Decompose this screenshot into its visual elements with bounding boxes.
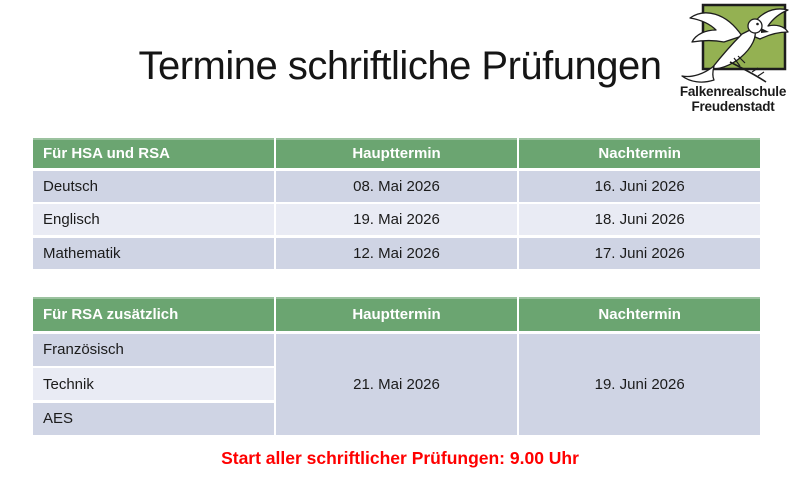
exam-table-rsa-extra [33,297,760,435]
school-name [668,84,798,114]
school-name-line2: Freudenstadt [691,99,775,114]
exam-table-hsa-rsa [33,138,760,269]
table-header-retake-date: Nachtermin [519,297,760,331]
retake-date-cell: 17. Juni 2026 [519,238,760,269]
table-header-group: Für RSA zusätzlich [33,297,274,331]
subject-cell: Mathematik [33,238,274,269]
falcon-icon [668,2,798,86]
main-date-cell: 08. Mai 2026 [276,171,517,202]
table-header-retake-date: Nachtermin [519,138,760,168]
subject-cell: AES [33,403,274,435]
main-date-cell: 19. Mai 2026 [276,204,517,235]
start-time-note: Start aller schriftlicher Prüfungen: 9.00 Uhr [221,448,579,468]
subject-cell: Französisch [33,334,274,366]
main-date-cell: 12. Mai 2026 [276,238,517,269]
main-date-merged-cell: 21. Mai 2026 [276,334,517,435]
table-header-group: Für HSA und RSA [33,138,274,168]
subject-cell: Englisch [33,204,274,235]
subject-cell: Technik [33,368,274,400]
retake-date-cell: 16. Juni 2026 [519,171,760,202]
table-header-main-date: Haupttermin [276,297,517,331]
school-logo [668,2,798,114]
retake-date-cell: 18. Juni 2026 [519,204,760,235]
school-name-line1: Falkenrealschule [679,84,787,99]
subject-cell: Deutsch [33,171,274,202]
retake-date-merged-cell: 19. Juni 2026 [519,334,760,435]
table-header-main-date: Haupttermin [276,138,517,168]
page-title: Termine schriftliche Prüfungen [138,44,662,88]
